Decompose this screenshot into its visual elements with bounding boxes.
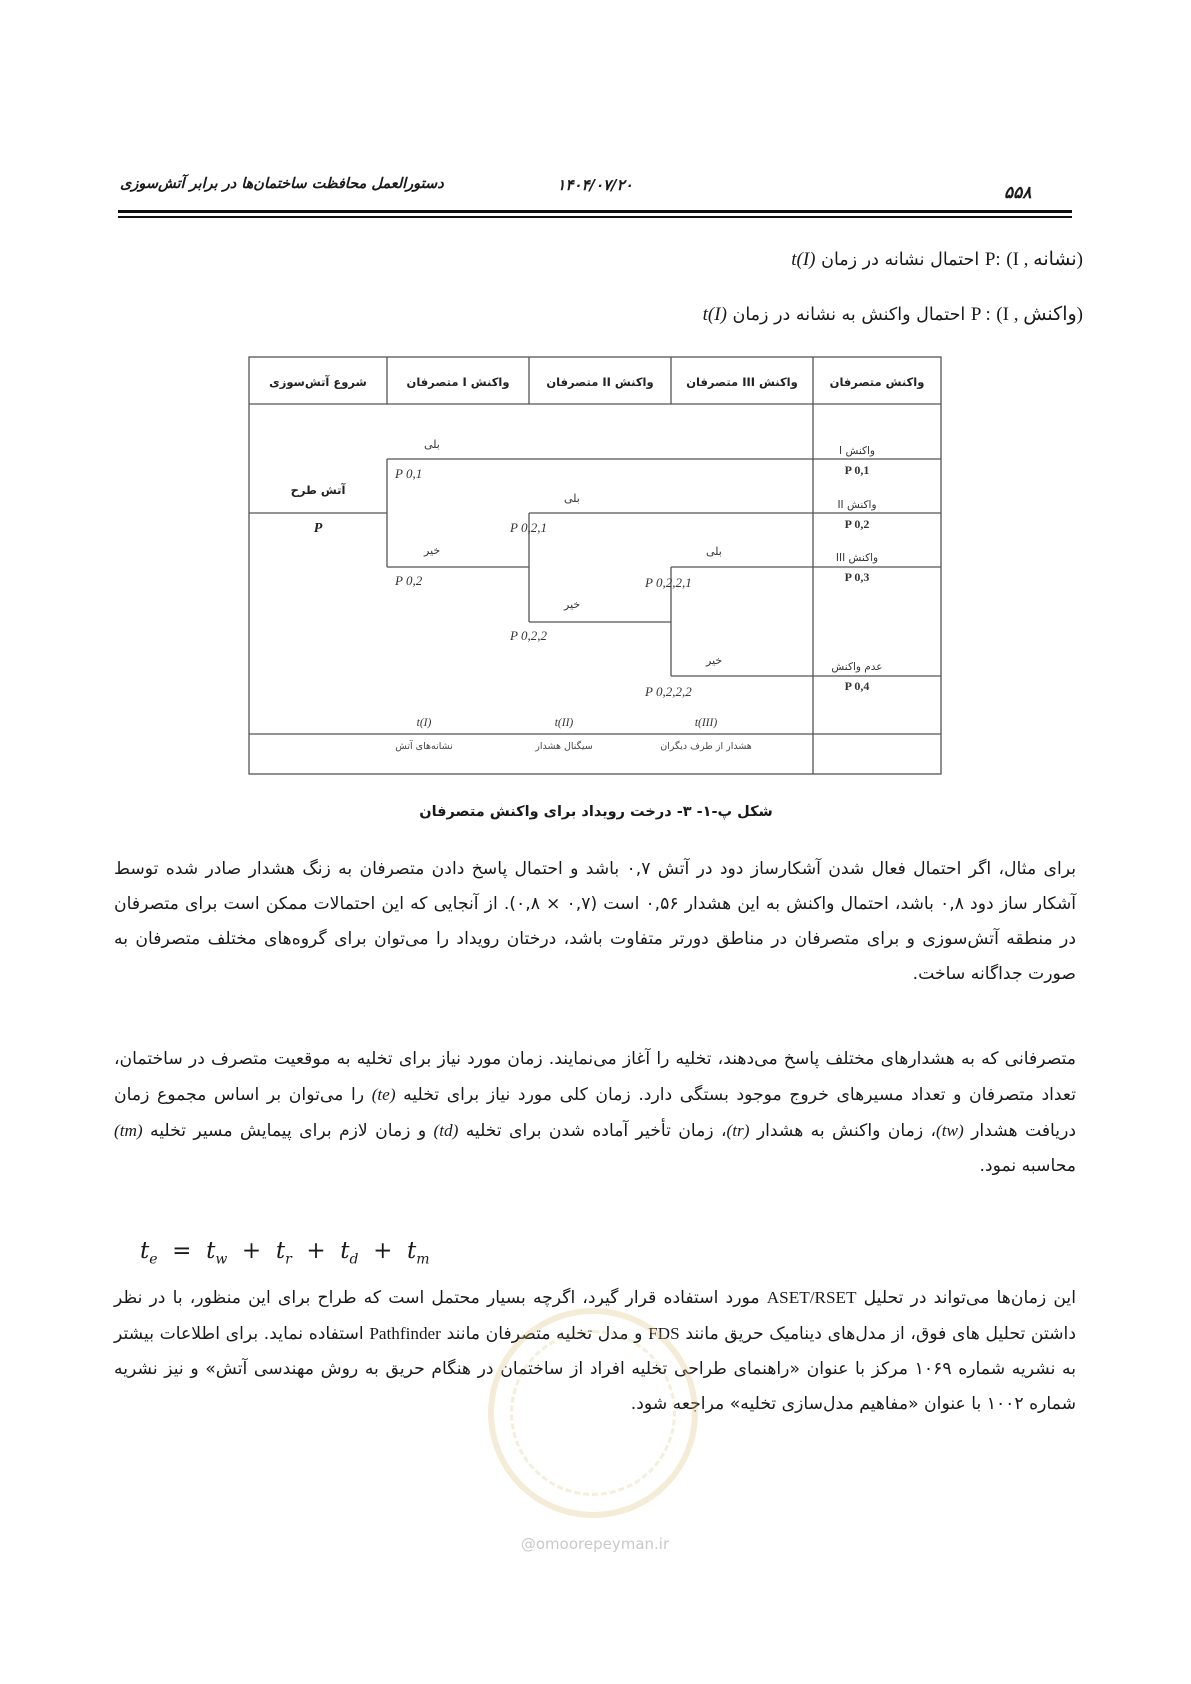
prob-p0222: P 0,2,2,2	[645, 684, 692, 699]
outcome-prob-2: P 0,2	[844, 517, 870, 531]
outcome-prob-3: P 0,3	[844, 570, 870, 584]
header-title: دستورالعمل محافظت ساختمان‌ها در برابر آتش‌سوزی	[120, 176, 444, 192]
term-td: (td)	[433, 1121, 459, 1140]
outcome-label-3: واکنش III	[835, 552, 879, 564]
prob-p022: P 0,2,2	[510, 628, 547, 643]
col-header-reaction-2: واکنش II متصرفان	[546, 375, 654, 389]
header-rule-thin	[118, 216, 1072, 218]
time-marker-1: t(I)	[416, 717, 432, 729]
term-tw: (tw)	[936, 1121, 964, 1140]
evacuation-time-equation: $t_e = t_w + t_r + t_d + t_m$	[140, 1238, 430, 1268]
paragraph-example: برای مثال، اگر احتمال فعال شدن آشکارساز دود در آتش ۰,۷ باشد و احتمال پاسخ دادن متصرفان به زنگ هشدار صادر شده توسط آشکار ساز دود ۰,۸ باشد، احتمال واکنش به این هشدار ۰,۵۶ است (۰,۷ × ۰,۸). از آنجایی که این احتمالات ممکن است برای متصرفان در منطقه آتش‌سوزی و برای متصرفان در مناطق دورتر متفاوت باشد، درختان رویداد را می‌توان برای گروه‌های مختلف متصرفان به صورت جداگانه ساخت.	[114, 859, 1076, 984]
start-label: آتش طرح	[290, 483, 346, 497]
term-tr: (tr)	[726, 1121, 750, 1140]
figure-frame	[249, 357, 941, 774]
term-fds: FDS	[648, 1324, 680, 1343]
paragraph-aset-rset: این زمان‌ها می‌تواند در تحلیل ASET/RSET مورد استفاده قرار گیرد، اگرچه بسیار محتمل است که طراح برای این منظور، با در نظر داشتن تحلیل های فوق، از مدل‌های دینامیک حریق مانند FDS و مدل تخلیه متصرفان مانند Pathfinder استفاده نماید. برای اطلاعات بیشتر به نشریه شماره ۱۰۶۹ مرکز با عنوان «راهنمای طراحی تخلیه افراد از ساختمان در هنگام حریق به روش مهندسی آتش» و نیز نشریه شماره ۱۰۰۲ با عنوان «مفاهیم مدل‌سازی تخلیه» مراجعه شود.	[114, 1288, 1076, 1414]
col-header-reaction-1: واکنش I متصرفان	[406, 375, 510, 389]
header-rule-thick	[118, 210, 1072, 213]
no-label-1: خیر	[424, 544, 441, 557]
yes-label-2: بلی	[564, 492, 580, 505]
term-pathfinder: Pathfinder	[369, 1324, 441, 1343]
outcome-label-2: واکنش II	[837, 499, 877, 511]
term-tm: (tm)	[114, 1121, 143, 1140]
col-header-outcome: واکنش متصرفان	[829, 375, 925, 389]
prob-p02: P 0,2	[395, 573, 423, 588]
outcome-label-1: واکنش I	[839, 445, 875, 457]
header-date: ۱۴۰۴/۰۷/۲۰	[557, 176, 633, 194]
watermark-at-icon: @	[520, 1535, 536, 1553]
no-label-3: خیر	[706, 654, 723, 667]
paragraph-evacuation-time: متصرفانی که به هشدارهای مختلف پاسخ می‌دهند، تخلیه را آغاز می‌نمایند. زمان مورد نیاز برای تخلیه به موقعیت متصرف در ساختمان، تعداد متصرفان و تعداد مسیرهای خروج موجود بستگی دارد. زمان کلی مورد نیاز برای تخلیه (te) را می‌توان بر اساس مجموع زمان دریافت هشدار (tw)، زمان واکنش به هشدار (tr)، زمان تأخیر آماده شدن برای تخلیه (td) و زمان لازم برای پیمایش مسیر تخلیه (tm) محاسبه نمود.	[114, 1049, 1077, 1176]
prob-p0221: P 0,2,2,1	[645, 575, 692, 590]
no-label-2: خیر	[564, 598, 581, 611]
watermark-seal-inner	[510, 1330, 676, 1496]
page-number: ۵۵۸	[1004, 183, 1032, 203]
event-tree-figure	[248, 356, 942, 776]
outcome-label-4: عدم واکنش	[831, 661, 883, 673]
time-marker-3: t(III)	[694, 717, 718, 729]
watermark-text: @omoorepeyman.ir	[520, 1535, 670, 1553]
time-marker-2: t(II)	[554, 717, 574, 729]
term-aset-rset: ASET/RSET	[766, 1288, 857, 1307]
outcome-prob-1: P 0,1	[844, 463, 870, 477]
cue-warning-others: هشدار از طرف دیگران	[660, 741, 752, 752]
start-probability: P	[313, 521, 323, 536]
prob-p01: P 0,1	[395, 466, 423, 481]
definition-cue-probability: (I , نشانه) P: احتمال نشانه در زمان t(I)	[791, 249, 1083, 270]
yes-label-3: بلی	[706, 545, 722, 558]
col-header-reaction-3: واکنش III متصرفان	[686, 375, 798, 389]
outcome-prob-4: P 0,4	[844, 679, 870, 693]
yes-label-1: بلی	[424, 438, 440, 451]
figure-caption: شکل پ-۱- ۳- درخت رویداد برای واکنش متصرفان	[419, 804, 773, 820]
cue-alarm-signal: سیگنال هشدار	[535, 741, 593, 752]
cue-fire-signs: نشانه‌های آتش	[395, 741, 453, 752]
term-te: (te)	[371, 1085, 396, 1104]
prob-p021: P 0,2,1	[510, 520, 547, 535]
col-header-fire-start: شروع آتش‌سوزی	[269, 375, 367, 389]
definition-response-probability: (I , واکنش) P : احتمال واکنش به نشانه در زمان t(I)	[702, 304, 1083, 325]
